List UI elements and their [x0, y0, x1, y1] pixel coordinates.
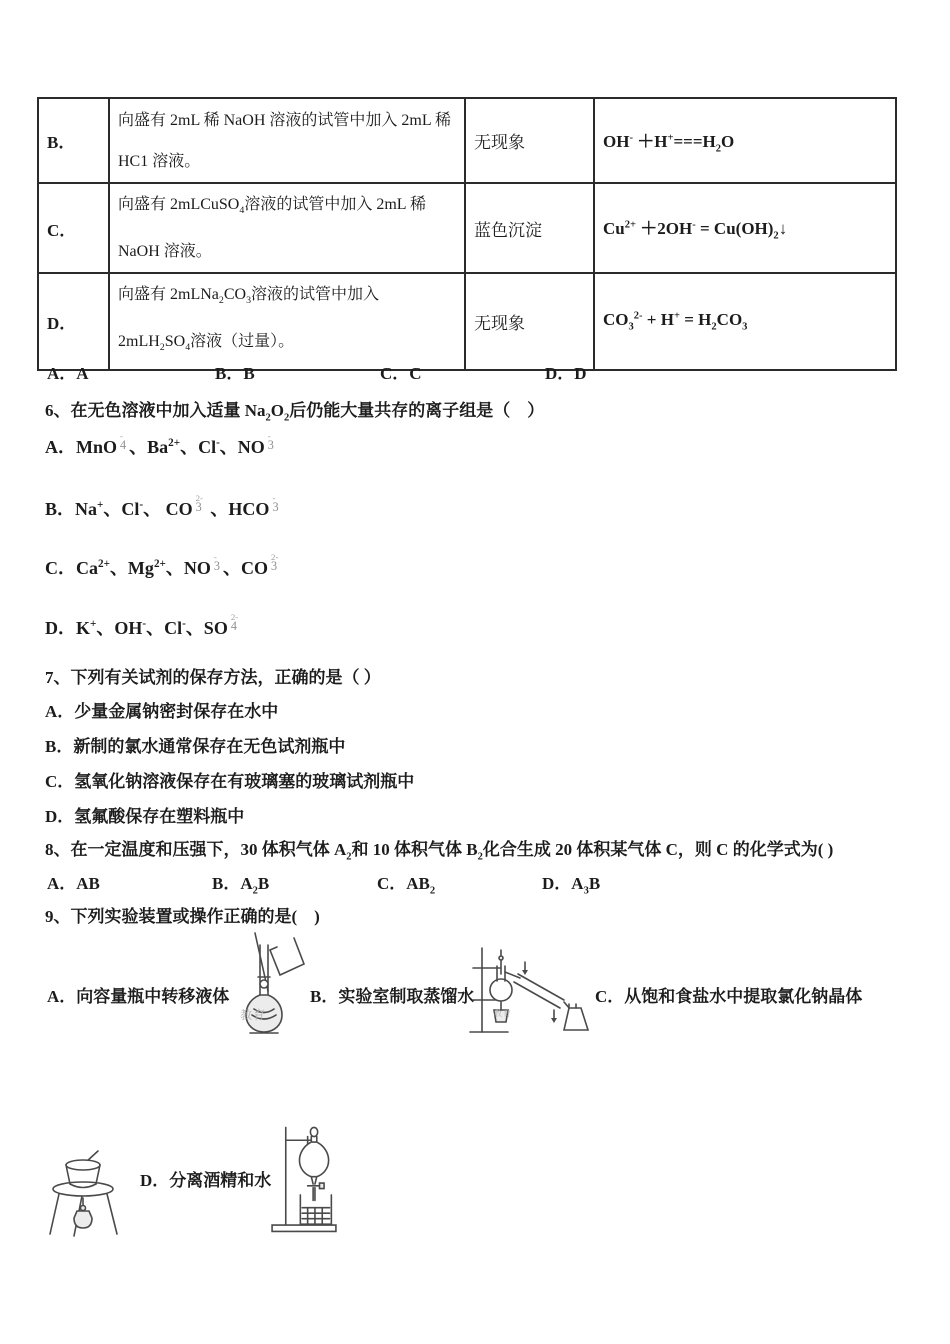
question-9-stem: 9、下列实验装置或操作正确的是( ): [45, 907, 320, 926]
option-letter-cell: C．: [38, 183, 109, 273]
description-line: $2mLH_2SO_4$溶液（过量）。: [118, 333, 295, 354]
question-8-option-c: C．$AB_2$: [377, 874, 436, 897]
question-7-stem: 7、下列有关试剂的保存方法，正确的是（ ）: [45, 668, 381, 687]
experiment-description: [109, 273, 465, 369]
description-line: 向盛有 $2mLNa_2CO_3$溶液的试管中加入: [118, 286, 380, 307]
table-row: [38, 273, 896, 369]
evaporating-dish: [66, 1160, 100, 1188]
description-line: 向盛有 2mLCuSO$_4$溶液的试管中加入 2mL 稀: [118, 196, 426, 217]
table-row: [38, 183, 896, 273]
question-9-option-c-label: C．从饱和食盐水中提取氯化钠晶体: [595, 987, 863, 1006]
watermark-text: 教育: [240, 1008, 267, 1022]
question-9-option-a-label: A．向容量瓶中转移液体: [47, 987, 230, 1006]
experiment-description: [109, 98, 465, 183]
question-6-option-a: A．MnO - 4 、$Ba^{2+}$、Cl-、NO - 3: [45, 430, 274, 457]
phenomenon-cell: 无现象: [465, 273, 594, 369]
answer-choice-a: A．A: [47, 364, 89, 383]
experiment-description: [109, 183, 465, 273]
receiving-flask: [564, 1004, 588, 1030]
distillation-apparatus-diagram: [468, 944, 586, 1040]
question-8-option-d: D．$A_3B$: [542, 874, 601, 897]
beaker: [300, 1195, 331, 1224]
distillation-flask: [490, 950, 520, 1001]
iron-stand: [272, 1127, 336, 1231]
table-row: [38, 98, 896, 183]
separating-funnel: [299, 1127, 328, 1200]
option-letter-cell: B．: [38, 98, 109, 183]
ionic-equation: $CO_3^{2-} + H^+ = H_2CO_3$: [594, 273, 896, 369]
description-line: 向盛有 2mL 稀 NaOH 溶液的试管中加入 2mL 稀: [118, 111, 452, 129]
separating-funnel-diagram: [267, 1122, 341, 1236]
watermark-text: 教育: [494, 1009, 512, 1018]
question-8-stem: 8、在一定温度和压强下，30 体积气体 $A_2$和 10 体积气体 $B_2$化合生成 20 体积某气体 C，则 C 的化学式为( ): [45, 840, 834, 863]
experiment-table: [37, 97, 897, 371]
description-line: HC1 溶液。: [118, 152, 201, 170]
answer-choice-c: C．C: [380, 364, 422, 383]
condenser: [514, 962, 570, 1023]
pouring-beaker: [270, 938, 304, 975]
question-9-option-b-label: B．实验室制取蒸馏水: [310, 987, 475, 1006]
question-9-option-d-label: D．分离酒精和水: [140, 1171, 272, 1190]
description-line: NaOH 溶液。: [118, 243, 212, 261]
option-letter-cell: D．: [38, 273, 109, 369]
question-6-option-c: C．$Ca^{2+}$、$Mg^{2+}$、NO - 3 、CO 2- 3: [45, 551, 279, 578]
phenomenon-cell: 无现象: [465, 98, 594, 183]
question-6-option-b: B．Na+、Cl-、 CO 2- 3 、HCO - 3: [45, 492, 279, 519]
question-6-stem: 6、在无色溶液中加入适量 $Na_2O_2$后仍能大量共存的离子组是（ ）: [45, 401, 545, 424]
question-6-option-d: D．K+、OH-、Cl-、SO 2- 4: [45, 611, 239, 638]
question-8-option-a: A．AB: [47, 874, 100, 893]
ionic-equation: $OH^- +H^+===H_2O$: [594, 98, 896, 183]
answer-choice-b: B．B: [215, 364, 255, 383]
question-7-option-d: D．氢氟酸保存在塑料瓶中: [45, 807, 245, 826]
question-7-option-a: A．少量金属钠密封保存在水中: [45, 702, 279, 721]
ionic-equation: $Cu^{2+} +2OH^-$ = $Cu(OH)_2↓$: [594, 183, 896, 273]
alcohol-lamp: [74, 1198, 92, 1228]
phenomenon-cell: 蓝色沉淀: [465, 183, 594, 273]
question-7-option-c: C．氢氧化钠溶液保存在有玻璃塞的玻璃试剂瓶中: [45, 772, 415, 791]
question-8-option-b: B．$A_2B$: [212, 874, 270, 897]
evaporation-apparatus-diagram: [46, 1150, 124, 1238]
question-7-option-b: B．新制的氯水通常保存在无色试剂瓶中: [45, 737, 346, 756]
answer-choice-d: D．D: [545, 364, 587, 383]
